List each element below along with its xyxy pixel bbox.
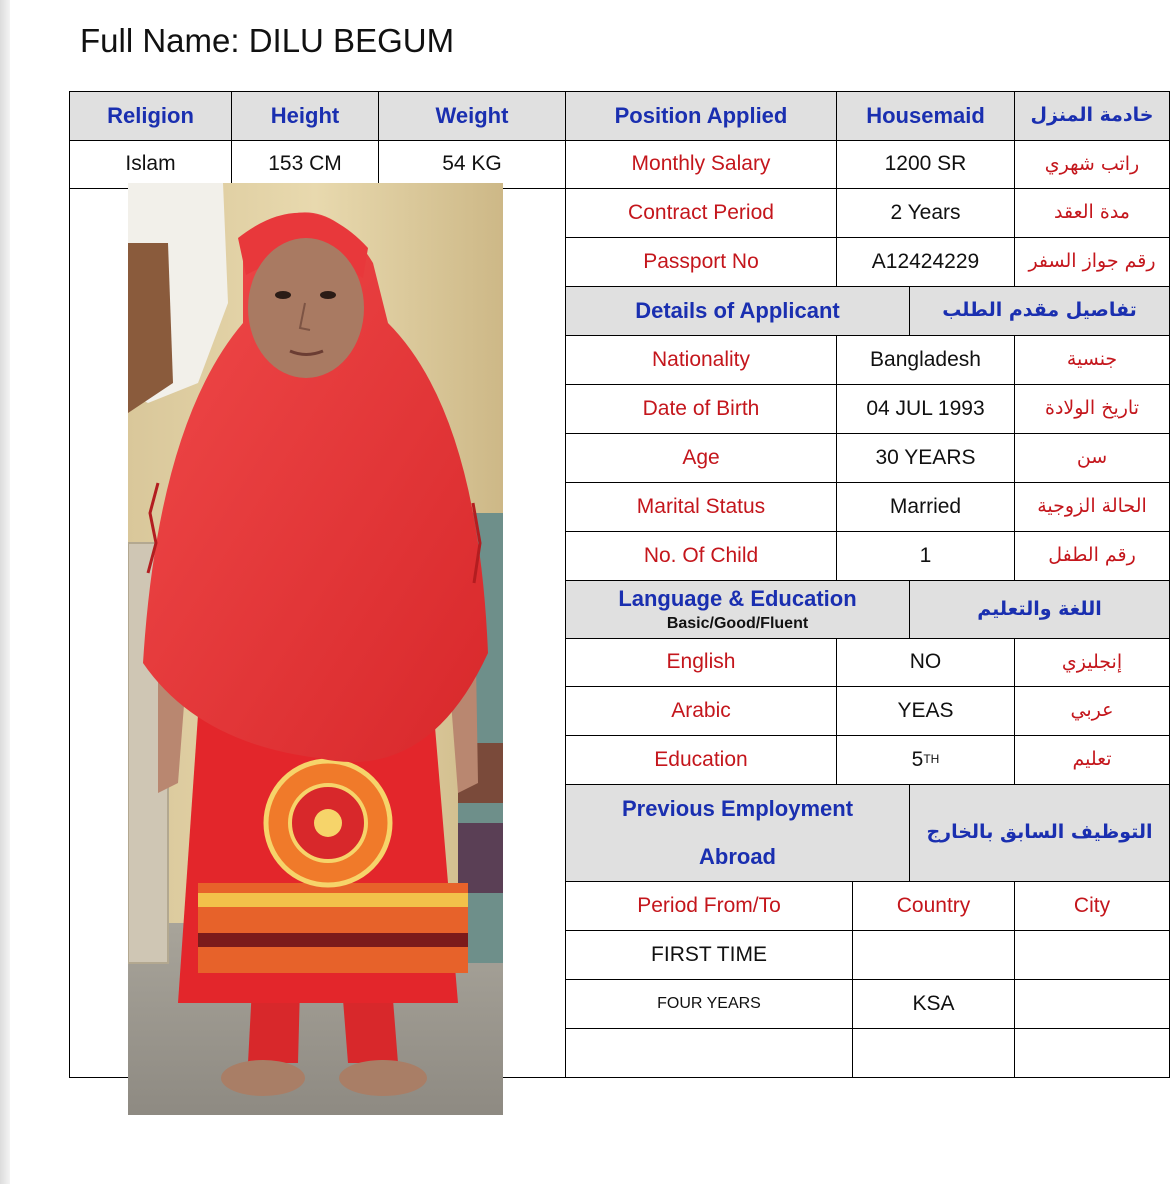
arabic-value: YEAS <box>836 686 1015 736</box>
language-education-subtitle: Basic/Good/Fluent <box>666 614 809 632</box>
age-arabic: سن <box>1014 433 1170 483</box>
passport-no-value: A12424229 <box>836 237 1015 287</box>
height-value: 153 CM <box>231 140 379 189</box>
passport-no-label: Passport No <box>565 237 837 287</box>
english-value: NO <box>836 638 1015 687</box>
employment-row-2-period: FOUR YEARS <box>565 979 853 1029</box>
education-value <box>836 735 1015 785</box>
position-applied-arabic: خادمة المنزل <box>1014 91 1170 141</box>
employment-row-2-country: KSA <box>852 979 1015 1029</box>
contract-period-label: Contract Period <box>565 188 837 238</box>
monthly-salary-value: 1200 SR <box>836 140 1015 189</box>
marital-status-label: Marital Status <box>565 482 837 532</box>
details-of-applicant-header: Details of Applicant <box>565 286 910 336</box>
arabic-arabic: عربي <box>1014 686 1170 736</box>
education-value-suffix: TH <box>923 752 940 767</box>
marital-status-value: Married <box>836 482 1015 532</box>
weight-header: Weight <box>378 91 566 141</box>
no-of-child-arabic: رقم الطفل <box>1014 531 1170 581</box>
height-header: Height <box>231 91 379 141</box>
religion-value: Islam <box>69 140 232 189</box>
date-of-birth-label: Date of Birth <box>565 384 837 434</box>
nationality-arabic: جنسية <box>1014 335 1170 385</box>
country-header: Country <box>852 881 1015 931</box>
employment-row-1-country <box>852 930 1015 980</box>
age-label: Age <box>565 433 837 483</box>
nationality-value: Bangladesh <box>836 335 1015 385</box>
contract-period-arabic: مدة العقد <box>1014 188 1170 238</box>
education-value-number: 5 <box>911 747 924 771</box>
employment-row-1-period: FIRST TIME <box>565 930 853 980</box>
weight-value: 54 KG <box>378 140 566 189</box>
period-from-to-header: Period From/To <box>565 881 853 931</box>
language-education-arabic: اللغة والتعليم <box>909 580 1170 639</box>
language-education-title: Language & Education <box>618 585 857 611</box>
employment-row-3-country <box>852 1028 1015 1078</box>
previous-employment-header <box>565 784 910 882</box>
no-of-child-label: No. Of Child <box>565 531 837 581</box>
employment-row-2-city <box>1014 979 1170 1029</box>
education-label: Education <box>565 735 837 785</box>
monthly-salary-label: Monthly Salary <box>565 140 837 189</box>
previous-employment-line1: Previous Employment <box>621 796 854 822</box>
arabic-label: Arabic <box>565 686 837 736</box>
marital-status-arabic: الحالة الزوجية <box>1014 482 1170 532</box>
education-arabic: تعليم <box>1014 735 1170 785</box>
no-of-child-value: 1 <box>836 531 1015 581</box>
english-label: English <box>565 638 837 687</box>
page-edge-shadow <box>0 0 10 1184</box>
age-value: 30 YEARS <box>836 433 1015 483</box>
position-applied-label: Position Applied <box>565 91 837 141</box>
employment-row-1-city <box>1014 930 1170 980</box>
date-of-birth-value: 04 JUL 1993 <box>836 384 1015 434</box>
contract-period-value: 2 Years <box>836 188 1015 238</box>
previous-employment-arabic: التوظيف السابق بالخارج <box>909 784 1170 882</box>
employment-row-3-period <box>565 1028 853 1078</box>
applicant-photo <box>128 183 503 1115</box>
employment-row-3-city <box>1014 1028 1170 1078</box>
language-education-header <box>565 580 910 639</box>
position-applied-value: Housemaid <box>836 91 1015 141</box>
passport-no-arabic: رقم جواز السفر <box>1014 237 1170 287</box>
religion-header: Religion <box>69 91 232 141</box>
city-header: City <box>1014 881 1170 931</box>
details-of-applicant-arabic: تفاصيل مقدم الطلب <box>909 286 1170 336</box>
previous-employment-line2: Abroad <box>699 844 776 870</box>
date-of-birth-arabic: تاريخ الولادة <box>1014 384 1170 434</box>
english-arabic: إنجليزي <box>1014 638 1170 687</box>
full-name-title: Full Name: DILU BEGUM <box>80 22 455 59</box>
nationality-label: Nationality <box>565 335 837 385</box>
monthly-salary-arabic: راتب شهري <box>1014 140 1170 189</box>
